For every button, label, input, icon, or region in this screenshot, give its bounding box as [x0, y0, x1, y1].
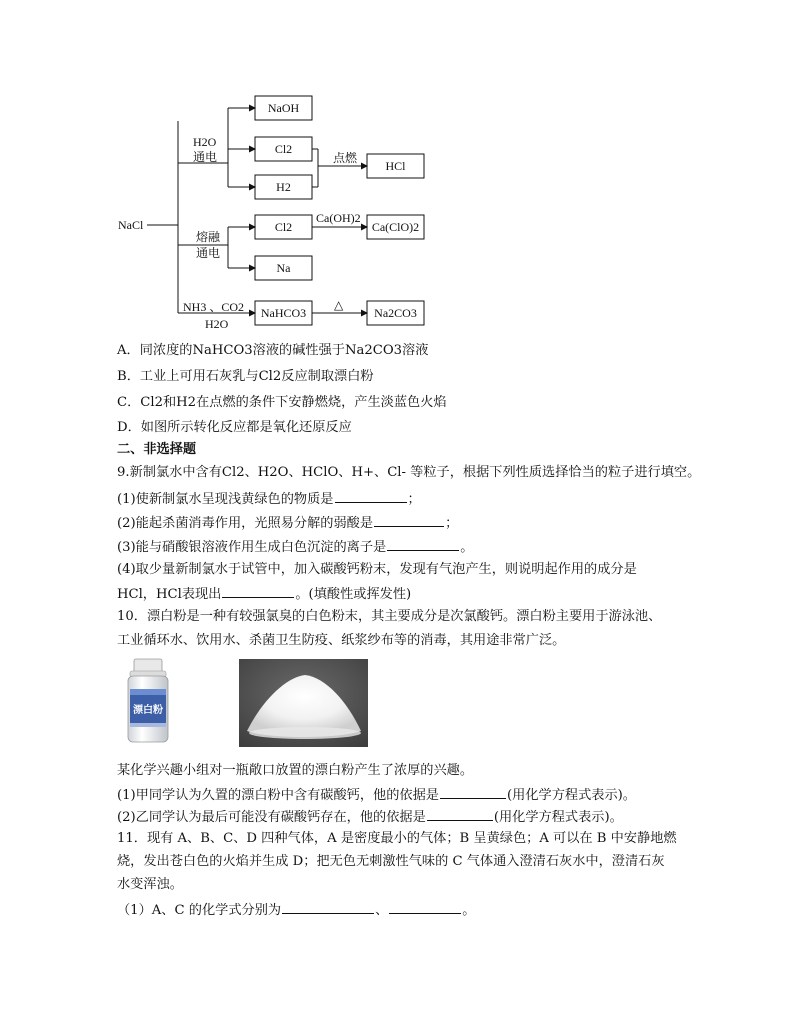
- option-b: B．工业上可用石灰乳与Cl2反应制取漂白粉: [117, 369, 374, 384]
- q10-part1-blank[interactable]: [440, 784, 506, 799]
- white-powder-image: [239, 659, 368, 747]
- q9-part4-line1: (4)取少量新制氯水于试管中，加入碳酸钙粉末，发现有气泡产生，则说明起作用的成分是: [117, 562, 637, 577]
- q10-part1: [117, 784, 636, 806]
- q9-part1-blank[interactable]: [335, 488, 407, 503]
- q11-part1-text: （1）A、C 的化学式分别为: [117, 903, 282, 918]
- reaction-diagram: [0, 0, 794, 335]
- label-cl2-a: Cl2: [274, 142, 293, 156]
- q10-part2-text-a: (2)乙同学认为最后可能没有碳酸钙存在，他的依据是: [117, 810, 426, 825]
- q10-part2: [117, 806, 623, 828]
- q9-stem: 9.新制氯水中含有Cl2、H2O、HClO、H+、Cl- 等粒子，根据下列性质选择恰当的粒子进行填空。: [117, 465, 701, 480]
- q10-part2-text-b: (用化学方程式表示)。: [493, 810, 623, 825]
- label-nahco3: NaHCO3: [260, 306, 307, 320]
- label-heat: △: [334, 298, 344, 312]
- q9-part4-blank[interactable]: [222, 583, 294, 598]
- label-caclo2: Ca(ClO)2: [371, 220, 420, 234]
- q11-line1: 11．现有 A、B、C、D 四种气体，A 是密度最小的气体；B 呈黄绿色；A 可以在 B 中安静地燃: [117, 831, 677, 846]
- q11-line2: 烧，发出苍白色的火焰并生成 D；把无色无刺激性气味的 C 气体通入澄清石灰水中，澄清石灰: [117, 854, 665, 869]
- q10-part1-text-b: (用化学方程式表示)。: [507, 788, 636, 803]
- q9-part2-blank[interactable]: [374, 512, 444, 527]
- label-na: Na: [276, 261, 291, 275]
- q11-part1-blank-a[interactable]: [282, 899, 374, 914]
- option-c: C．Cl2和H2在点燃的条件下安静燃烧，产生淡蓝色火焰: [117, 395, 447, 410]
- section-title: 二、非选择题: [117, 442, 197, 457]
- label-caoh2: Ca(OH)2: [316, 211, 361, 225]
- label-naoh: NaOH: [267, 101, 300, 115]
- q9-part4-line2: [117, 583, 411, 605]
- q9-part4-text-b: 。(填酸性或挥发性): [295, 587, 412, 602]
- label-branch2-cond-bottom: 通电: [196, 246, 221, 260]
- q9-part1: [117, 488, 421, 510]
- label-hcl: HCl: [385, 159, 406, 173]
- q11-part1-sep: 、: [375, 903, 389, 918]
- q9-part3-blank[interactable]: [387, 536, 459, 551]
- q9-part2-end: ；: [445, 516, 459, 531]
- bleaching-powder-bottle-image: [122, 657, 174, 745]
- q9-part2-text: (2)能起杀菌消毒作用，光照易分解的弱酸是: [117, 516, 374, 531]
- q9-part1-text: (1)使新制氯水呈现浅黄绿色的物质是: [117, 492, 334, 507]
- bottle-label-text: 漂白粉: [133, 705, 163, 716]
- q9-part1-end: ；: [407, 492, 421, 507]
- q9-part3-end: 。: [460, 540, 474, 555]
- q10-part2-blank[interactable]: [427, 806, 493, 821]
- label-nacl: NaCl: [118, 218, 144, 232]
- q9-part2: [117, 512, 458, 534]
- q10-stem-line2: 工业循环水、饮用水、杀菌卫生防疫、纸浆纱布等的消毒，其用途非常广泛。: [117, 633, 566, 648]
- label-branch3-cond-top: NH3 、CO2: [183, 300, 245, 314]
- label-na2co3: Na2CO3: [374, 306, 417, 320]
- q10-intro: 某化学兴趣小组对一瓶敞口放置的漂白粉产生了浓厚的兴趣。: [117, 763, 474, 778]
- label-branch1-cond-bottom: 通电: [193, 150, 218, 164]
- q9-part3-text: (3)能与硝酸银溶液作用生成白色沉淀的离子是: [117, 540, 387, 555]
- option-a: A．同浓度的NaHCO3溶液的碱性强于Na2CO3溶液: [117, 343, 429, 358]
- q11-part1-end: 。: [462, 903, 476, 918]
- option-d: D．如图所示转化反应都是氧化还原反应: [117, 420, 352, 435]
- label-ignite: 点燃: [333, 151, 358, 165]
- q11-part1: [117, 899, 475, 921]
- q11-line3: 水变浑浊。: [117, 877, 183, 892]
- label-h2: H2: [276, 180, 291, 194]
- q11-part1-blank-c[interactable]: [389, 899, 461, 914]
- q10-stem-line1: 10．漂白粉是一种有较强氯臭的白色粉末，其主要成分是次氯酸钙。漂白粉主要用于游泳池、: [117, 609, 662, 624]
- label-cl2-b: Cl2: [274, 220, 293, 234]
- q10-part1-text-a: (1)甲同学认为久置的漂白粉中含有碳酸钙，他的依据是: [117, 788, 439, 803]
- q9-part3: [117, 536, 473, 558]
- label-branch2-cond-top: 熔融: [196, 230, 221, 244]
- q9-part4-text-a: HCl，HCl表现出: [117, 587, 222, 602]
- label-branch3-cond-bottom: H2O: [205, 317, 229, 331]
- label-branch1-cond-top: H2O: [193, 135, 217, 149]
